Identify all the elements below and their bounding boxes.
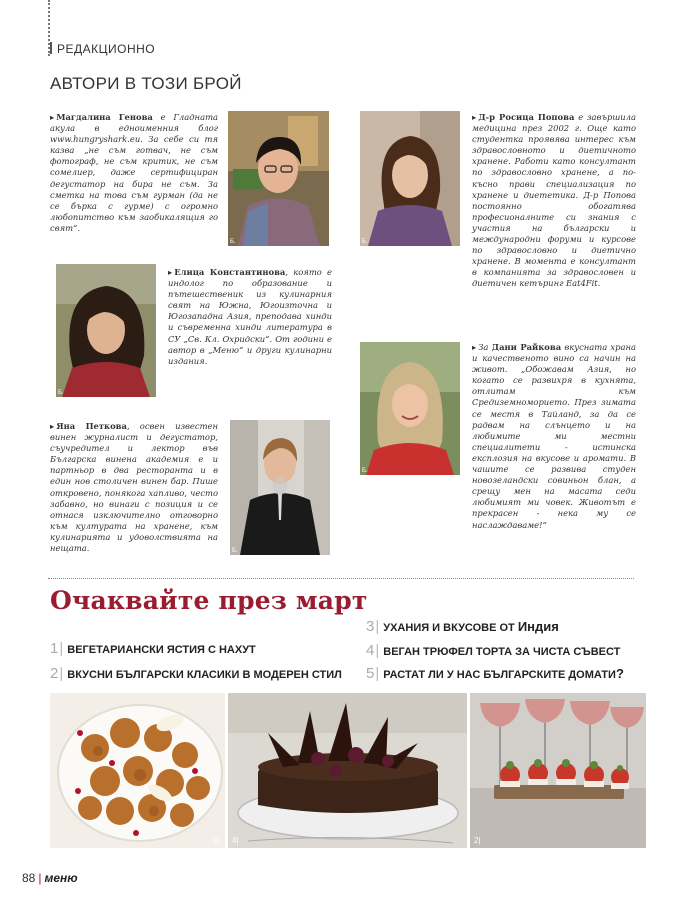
- author-photo-genova: Б.: [228, 111, 329, 246]
- author-text: е Гладната акула в едноименния блог www.hungryshark.eu. За себе си тя казва „не съм готвач, не съм фотограф, не съм критик, не съм сомелиер, даже сертифициран дегустатор на бира не съм. За сметка на това съм гурман (да не се бърка с гурме) с огромно любопитство към заобикалящия го свят“.: [50, 112, 218, 233]
- page-footer: 88 | меню: [22, 871, 78, 885]
- upcoming-item-3: 3| УХАНИЯ И ВКУСОВЕ ОТ Индия: [366, 618, 559, 635]
- author-photo-popova: Б.: [360, 111, 460, 246]
- author-text: , която е индолог по образование и пътешественик из кулинарния свят на Южна, Югоизточна и Югозападна Азия, преподава хинди и съвременна хинди литература в СУ „Св. Кл. Охридски“. От години е автор в „Меню“ и други кулинарни издания.: [168, 267, 332, 366]
- upcoming-item-1: 1| ВЕГЕТАРИАНСКИ ЯСТИЯ С НАХУТ: [50, 640, 256, 657]
- author-text: вкусната храна и качественото вино са начин на живот. „Обожавам Азия, но когато се развихря в кухнята, отлитам към Средиземноморието. През зимата се местя в Тайланд, за да се радвам на слънцето и на любимите ми местни специалитети - истинска експлозия на вкусове и аромати. В чашите се развива студен новозеландски совиньон блан, а срещу мен на масата седи любимият ми човек. Животът е прекрасен - нека му се наслаждаваме!“: [472, 342, 637, 530]
- author-bio-konstantinova: ▸ Елица Константинова, която е индолог по образование и пътешественик из кулинарния свят на Южна, Югоизточна и Югозападна Азия, преподава хинди и съвременна хинди литература в СУ „Св. Кл. Охридски“. От години е автор в „Меню“ и други кулинарни издания.: [168, 267, 332, 366]
- author-name: Елица Константинова: [174, 267, 286, 277]
- food-photo-chickpea-balls: 1|: [50, 693, 225, 848]
- author-bio-genova: ▸ Магдалина Генова е Гладната акула в едноименния блог www.hungryshark.eu. За себе си тя казва „не съм готвач, не съм фотограф, не съм критик, не съм сомелиер, даже сертифициран дегустатор на бира не съм. За сметка на това съм гурман (да не се бърка с гурме) с огромно любопитство към заобикалящия го свят“.: [50, 112, 218, 233]
- page-title: АВТОРИ В ТОЗИ БРОЙ: [50, 74, 242, 93]
- food-photo-truffle-cake: 4|: [228, 693, 467, 848]
- upcoming-item-2: 2| ВКУСНИ БЪЛГАРСКИ КЛАСИКИ В МОДЕРЕН СТИЛ: [50, 665, 342, 682]
- food-photo-tomato-glasses: 2|: [470, 693, 646, 848]
- author-name: Яна Петкова: [56, 421, 127, 431]
- section-divider: [48, 578, 634, 579]
- author-name: Дани Райкова: [491, 342, 562, 352]
- author-bio-popova: ▸ Д-р Росица Попова е завършила медицина през 2002 г. Още като студентка проявява интерес към здравословното и диетичното хранене. Работи като консултант по здравословно хранене, а по-късно прави специализация по хранене и диететика. Д-р Попова постоянно обогатява професионалните си знания с участия на български и международни форуми и курсове по здравословно и диетично хранене. В момента е консултант в компанията за здравословен и диетичен кетъринг Eat4Fit.: [472, 112, 636, 289]
- author-bio-petkova: ▸ Яна Петкова, освен известен винен журналист и дегустатор, съучредител и лектор във Българска винена академия е и партньор в два ресторанта и в един нов столичен винен бар. Пише откровено, понякога хапливо, често забавно, но винаги с позиция и се отнася изключително отговорно към културата на хранене, към кулинарията и удоволствията на нещата.: [50, 421, 218, 554]
- upcoming-item-5: 5| РАСТАТ ЛИ У НАС БЪЛГАРСКИТЕ ДОМАТИ?: [366, 665, 624, 682]
- upcoming-item-4: 4| ВЕГАН ТРЮФЕЛ ТОРТА ЗА ЧИСТА СЪВЕСТ: [366, 642, 621, 659]
- author-text-prefix: За: [478, 342, 492, 352]
- author-name: Д-р Росица Попова: [478, 112, 575, 122]
- section-label: РЕДАКЦИОННО: [50, 42, 155, 56]
- author-bio-raykova: ▸ За Дани Райкова вкусната храна и качественото вино са начин на живот. „Обожавам Азия, но когато се развихря в кухнята, отлитам към Средиземноморието. През зимата се местя в Тайланд, за да се радвам на слънцето и на любимите ми местни специалитети - истинска експлозия на вкусове и аромати. В чашите се развива студен новозеландски совиньон блан, а срещу мен на масата седи любимият ми човек. Животът е прекрасен - нека му се наслаждаваме!“: [472, 342, 637, 530]
- author-photo-raykova: Б.: [360, 342, 460, 475]
- author-text: , освен известен винен журналист и дегустатор, съучредител и лектор във Българска винена академия е и партньор в два ресторанта и в един нов столичен винен бар. Пише откровено, понякога хапливо, често забавно, но винаги с позиция и се отнася изключително отговорно към културата на хранене, към кулинарията и удоволствията на нещата.: [50, 421, 218, 554]
- magazine-logo: меню: [44, 871, 78, 885]
- page-number: 88: [22, 871, 36, 885]
- author-text: е завършила медицина през 2002 г. Още като студентка проявява интерес към здравословното и диетичното хранене. Работи като консултант по здравословно хранене, а по-късно прави специализация по хранене и диететика. Д-р Попова постоянно обогатява професионалните си знания с участия на български и международни форуми и курсове по здравословно и диетично хранене. В момента е консултант в компанията за здравословен и диетичен кетъринг Eat4Fit.: [472, 112, 636, 289]
- author-photo-petkova: Б.: [230, 420, 330, 555]
- upcoming-title: Очаквайте през март: [50, 586, 368, 615]
- author-name: Магдалина Генова: [56, 112, 153, 122]
- author-photo-konstantinova: Б.: [56, 264, 156, 397]
